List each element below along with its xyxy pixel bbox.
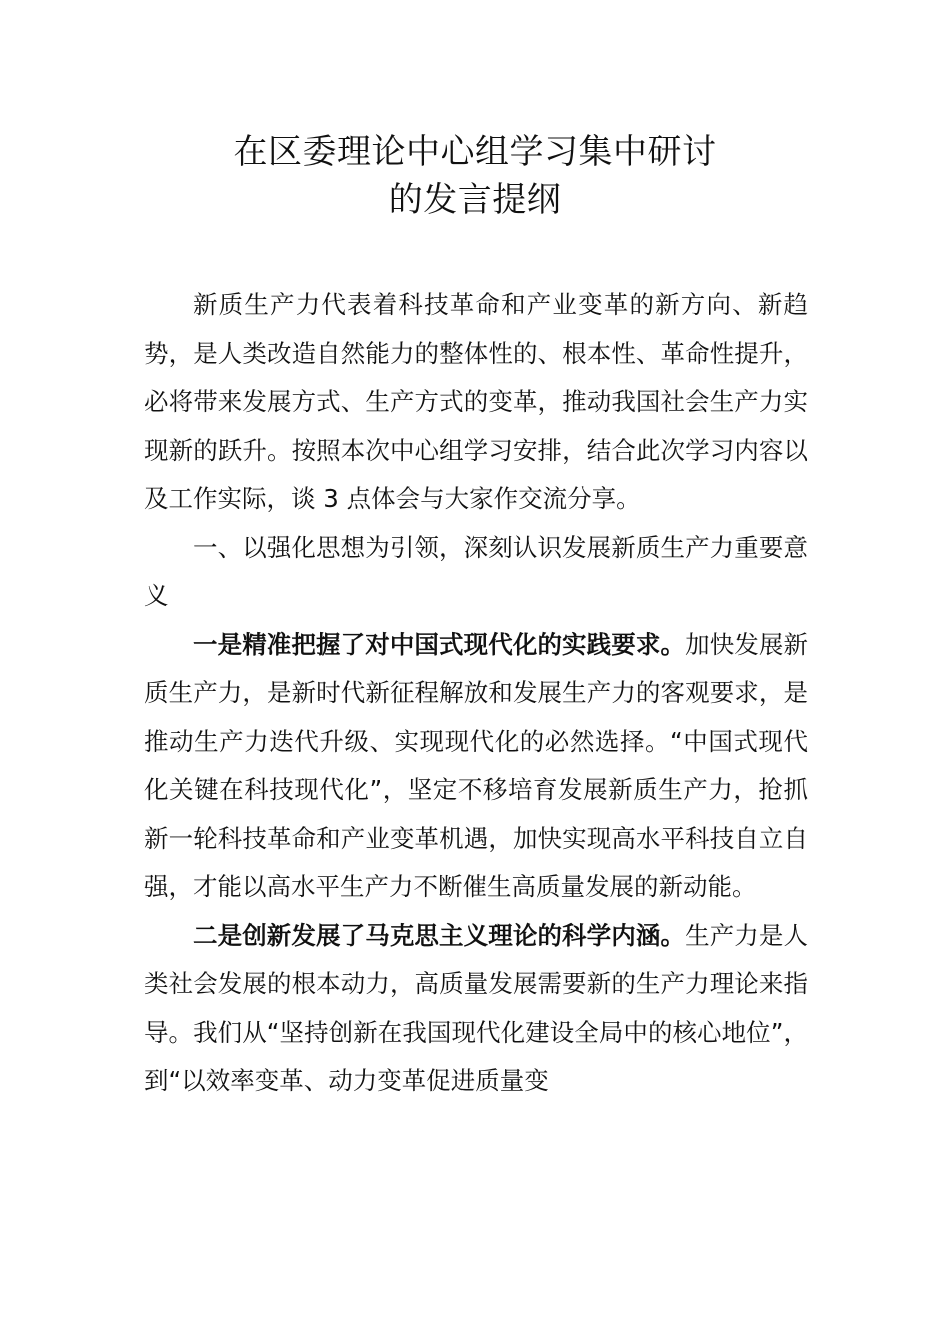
section-heading: 一、以强化思想为引领，深刻认识发展新质生产力重要意义 (144, 532, 808, 610)
intro-paragraph: 新质生产力代表着科技革命和产业变革的新方向、新趋势，是人类改造自然能力的整体性的、根本性、革命性提升，必将带来发展方式、生产方式的变革，推动我国社会生产力实现新的跃升。按照本次中心组学习安排，结合此次学习内容以及工作实际，谈 3 点体会与大家作交流分享。 (144, 290, 808, 513)
title-line-1: 在区委理论中心组学习集中研讨 (233, 132, 717, 172)
document-body (144, 281, 808, 1106)
point-lead-1: 一是精准把握了对中国式现代化的实践要求。 (193, 629, 686, 659)
point-lead-2: 二是创新发展了马克思主义理论的科学内涵。 (193, 920, 686, 950)
point-paragraph-2 (144, 912, 808, 1106)
document-title (0, 128, 950, 224)
point-text-1: 加快发展新质生产力，是新时代新征程解放和发展生产力的客观要求，是推动生产力迭代升级、实现现代化的必然选择。“中国式现代化关键在科技现代化”，坚定不移培育发展新质生产力，抢抓新一轮科技革命和产业变革机遇，加快实现高水平科技自立自强，才能以高水平生产力不断催生高质量发展的新动能。 (144, 629, 809, 901)
point-paragraph-1 (144, 621, 808, 912)
title-line-2: 的发言提纲 (388, 180, 562, 220)
point-text-2: 生产力是人类社会发展的根本动力，高质量发展需要新的生产力理论来指导。我们从“坚持创新在我国现代化建设全局中的核心地位”，到“以效率变革、动力变革促进质量变 (144, 920, 809, 1095)
